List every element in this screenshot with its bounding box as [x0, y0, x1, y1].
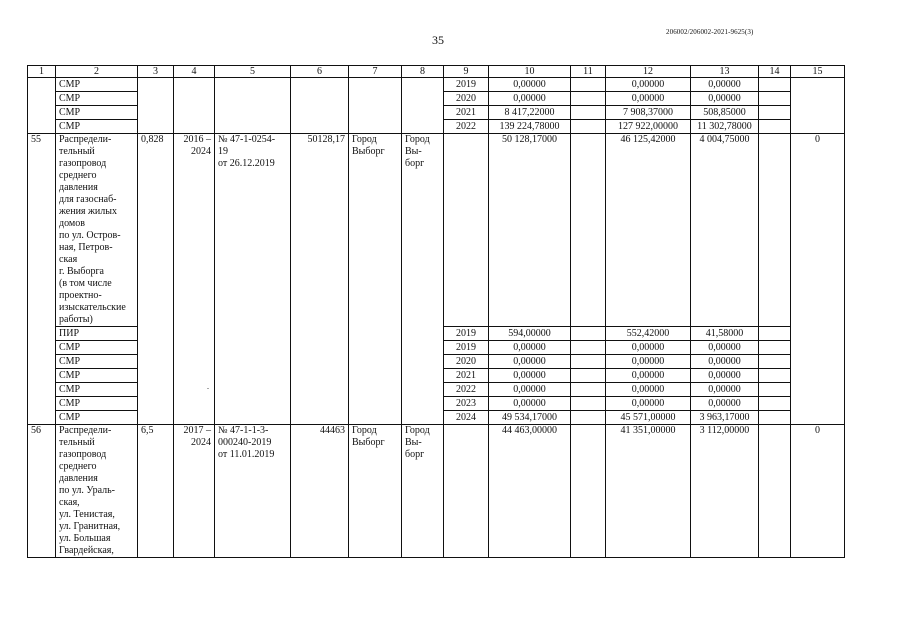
col6-cell — [291, 78, 349, 134]
work-type-label: СМР — [56, 355, 138, 369]
text-line: Вы- — [405, 437, 422, 448]
place — [402, 425, 444, 558]
year-cell: 2022 — [444, 383, 489, 397]
col11-cell — [571, 327, 606, 341]
col11-cell — [571, 106, 606, 120]
col-header: 15 — [791, 66, 845, 78]
amount-col12: 0,00000 — [606, 369, 691, 383]
amount-col13: 4 004,75000 — [691, 134, 759, 327]
year-cell: 2020 — [444, 355, 489, 369]
work-type-label: СМР — [56, 383, 138, 397]
col-header: 1 — [28, 66, 56, 78]
text-line: газопровод — [59, 449, 107, 460]
amount-col12: 46 125,42000 — [606, 134, 691, 327]
amount-col12: 0,00000 — [606, 341, 691, 355]
year-cell: 2021 — [444, 106, 489, 120]
text-line: Выборг — [352, 146, 385, 157]
object-name — [56, 134, 138, 327]
col5-cell — [215, 78, 291, 134]
amount-total: 8 417,22000 — [489, 106, 571, 120]
text-line: борг — [405, 158, 425, 169]
work-type-label: СМР — [56, 106, 138, 120]
text-line: ская, — [59, 497, 80, 508]
amount-total: 594,00000 — [489, 327, 571, 341]
col-header: 2 — [56, 66, 138, 78]
text-line: проектно- — [59, 290, 102, 301]
text-line: ул. Тенистая, — [59, 509, 115, 520]
text-line: работы) — [59, 314, 93, 325]
col15-cell — [791, 78, 845, 134]
col14-cell — [759, 120, 791, 134]
col11-cell — [571, 425, 606, 558]
permit — [215, 425, 291, 558]
city — [349, 425, 402, 558]
amount-col12: 0,00000 — [606, 397, 691, 411]
text-line: среднего — [59, 170, 97, 181]
amount-col12: 0,00000 — [606, 78, 691, 92]
amount-total: 0,00000 — [489, 92, 571, 106]
col14-cell — [759, 134, 791, 327]
col-header: 11 — [571, 66, 606, 78]
stray-mark: . — [207, 382, 209, 391]
col8-cell — [402, 78, 444, 134]
text-line: № 47-1-1-3- — [218, 425, 269, 436]
col-header: 3 — [138, 66, 174, 78]
work-type-label: СМР — [56, 120, 138, 134]
col14-cell — [759, 92, 791, 106]
object-name — [56, 425, 138, 558]
col15-value: 0 — [791, 425, 845, 558]
year-cell: 2020 — [444, 92, 489, 106]
amount-col13: 0,00000 — [691, 92, 759, 106]
amount-total: 0,00000 — [489, 369, 571, 383]
column-number-header-row — [28, 66, 845, 78]
amount-col13: 0,00000 — [691, 383, 759, 397]
text-line: 2017 – — [183, 425, 211, 436]
year-cell: 2019 — [444, 78, 489, 92]
amount-total: 50 128,17000 — [489, 134, 571, 327]
amount-col13: 508,85000 — [691, 106, 759, 120]
text-line: изыскательские — [59, 302, 126, 313]
text-line: 2024 — [191, 437, 211, 448]
col-header: 8 — [402, 66, 444, 78]
col7-cell — [349, 78, 402, 134]
text-line: 19 — [218, 146, 228, 157]
permit — [215, 134, 291, 425]
city — [349, 134, 402, 425]
work-type-label: СМР — [56, 92, 138, 106]
col11-cell — [571, 369, 606, 383]
amount-col13: 3 963,17000 — [691, 411, 759, 425]
text-line: Город — [405, 425, 430, 436]
text-line: Город — [352, 425, 377, 436]
col14-cell — [759, 383, 791, 397]
amount-col12: 552,42000 — [606, 327, 691, 341]
text-line: № 47-1-0254- — [218, 134, 276, 145]
col11-cell — [571, 355, 606, 369]
text-line: Город — [352, 134, 377, 145]
col14-cell — [759, 78, 791, 92]
amount-total: 0,00000 — [489, 355, 571, 369]
col11-cell — [571, 134, 606, 327]
year-cell: 2022 — [444, 120, 489, 134]
col14-cell — [759, 411, 791, 425]
amount-col13: 0,00000 — [691, 397, 759, 411]
text-line: 2016 – — [183, 134, 211, 145]
amount-total: 0,00000 — [489, 383, 571, 397]
entry-55-main-row — [28, 134, 845, 327]
amount-col12: 127 922,00000 — [606, 120, 691, 134]
work-type-label: СМР — [56, 341, 138, 355]
length-km: 6,5 — [138, 425, 174, 558]
col-header: 6 — [291, 66, 349, 78]
text-line: ская — [59, 254, 78, 265]
work-type-label: СМР — [56, 397, 138, 411]
col14-cell — [759, 397, 791, 411]
page-number: 35 — [432, 33, 444, 47]
amount-col13: 0,00000 — [691, 369, 759, 383]
amount-total: 44 463,00000 — [489, 425, 571, 558]
col3-cell — [138, 78, 174, 134]
cost: 50128,17 — [291, 134, 349, 425]
work-type-label: СМР — [56, 369, 138, 383]
amount-col13: 41,58000 — [691, 327, 759, 341]
length-km: 0,828 — [138, 134, 174, 425]
amount-total: 49 534,17000 — [489, 411, 571, 425]
text-line: (в том числе — [59, 278, 112, 289]
text-line: жения жилых — [59, 206, 117, 217]
col-header: 12 — [606, 66, 691, 78]
text-line: ул. Большая — [59, 533, 111, 544]
text-line: Вы- — [405, 146, 422, 157]
year-cell — [444, 425, 489, 558]
text-line: г. Выборга — [59, 266, 104, 277]
year-cell: 2019 — [444, 341, 489, 355]
col14-cell — [759, 106, 791, 120]
entry-number-cell — [28, 78, 56, 134]
entry-number: 55 — [28, 134, 56, 425]
text-line: Выборг — [352, 437, 385, 448]
amount-col12: 45 571,00000 — [606, 411, 691, 425]
cost: 44463 — [291, 425, 349, 558]
col14-cell — [759, 425, 791, 558]
text-line: Город — [405, 134, 430, 145]
text-line: по ул. Ураль- — [59, 485, 116, 496]
text-line: 000240-2019 — [218, 437, 272, 448]
col-header: 10 — [489, 66, 571, 78]
text-line: от 26.12.2019 — [218, 158, 275, 169]
period — [174, 134, 215, 425]
col11-cell — [571, 397, 606, 411]
year-cell: 2019 — [444, 327, 489, 341]
text-line: Распредели- — [59, 425, 112, 436]
text-line: тельный — [59, 437, 95, 448]
entry-56-main-row — [28, 425, 845, 558]
col-header: 13 — [691, 66, 759, 78]
text-line: Гвардейская, — [59, 545, 114, 556]
col-header: 5 — [215, 66, 291, 78]
text-line: среднего — [59, 461, 97, 472]
period — [174, 425, 215, 558]
text-line: борг — [405, 449, 425, 460]
text-line: ная, Петров- — [59, 242, 113, 253]
place — [402, 134, 444, 425]
year-cell: 2021 — [444, 369, 489, 383]
col4-cell — [174, 78, 215, 134]
col11-cell — [571, 383, 606, 397]
col15-value: 0 — [791, 134, 845, 425]
text-line: по ул. Остров- — [59, 230, 121, 241]
amount-total: 0,00000 — [489, 341, 571, 355]
col11-cell — [571, 78, 606, 92]
col11-cell — [571, 120, 606, 134]
amount-col13: 0,00000 — [691, 78, 759, 92]
amount-col13: 0,00000 — [691, 355, 759, 369]
amount-col13: 3 112,00000 — [691, 425, 759, 558]
work-type-label: СМР — [56, 78, 138, 92]
work-type-label: ПИР — [56, 327, 138, 341]
amount-total: 0,00000 — [489, 397, 571, 411]
entry-number: 56 — [28, 425, 56, 558]
table-row — [28, 78, 845, 92]
amount-col12: 0,00000 — [606, 92, 691, 106]
amount-col13: 11 302,78000 — [691, 120, 759, 134]
registry-table — [27, 65, 845, 558]
col14-cell — [759, 369, 791, 383]
work-type-label: СМР — [56, 411, 138, 425]
text-line: Распредели- — [59, 134, 112, 145]
amount-col13: 0,00000 — [691, 341, 759, 355]
col11-cell — [571, 92, 606, 106]
document-id: 206002/206002-2021-9625(3) — [666, 28, 754, 36]
text-line: давления — [59, 182, 98, 193]
text-line: давления — [59, 473, 98, 484]
col-header: 14 — [759, 66, 791, 78]
amount-col12: 7 908,37000 — [606, 106, 691, 120]
col11-cell — [571, 341, 606, 355]
text-line: ул. Гранитная, — [59, 521, 121, 532]
year-cell — [444, 134, 489, 327]
col14-cell — [759, 327, 791, 341]
col14-cell — [759, 341, 791, 355]
col-header: 9 — [444, 66, 489, 78]
year-cell: 2024 — [444, 411, 489, 425]
amount-total: 139 224,78000 — [489, 120, 571, 134]
year-cell: 2023 — [444, 397, 489, 411]
text-line: газопровод — [59, 158, 107, 169]
col14-cell — [759, 355, 791, 369]
col-header: 7 — [349, 66, 402, 78]
col11-cell — [571, 411, 606, 425]
amount-col12: 0,00000 — [606, 355, 691, 369]
text-line: домов — [59, 218, 85, 229]
text-line: для газоснаб- — [59, 194, 117, 205]
text-line: тельный — [59, 146, 95, 157]
text-line: от 11.01.2019 — [218, 449, 275, 460]
amount-col12: 41 351,00000 — [606, 425, 691, 558]
col-header: 4 — [174, 66, 215, 78]
text-line: 2024 — [191, 146, 211, 157]
amount-col12: 0,00000 — [606, 383, 691, 397]
amount-total: 0,00000 — [489, 78, 571, 92]
